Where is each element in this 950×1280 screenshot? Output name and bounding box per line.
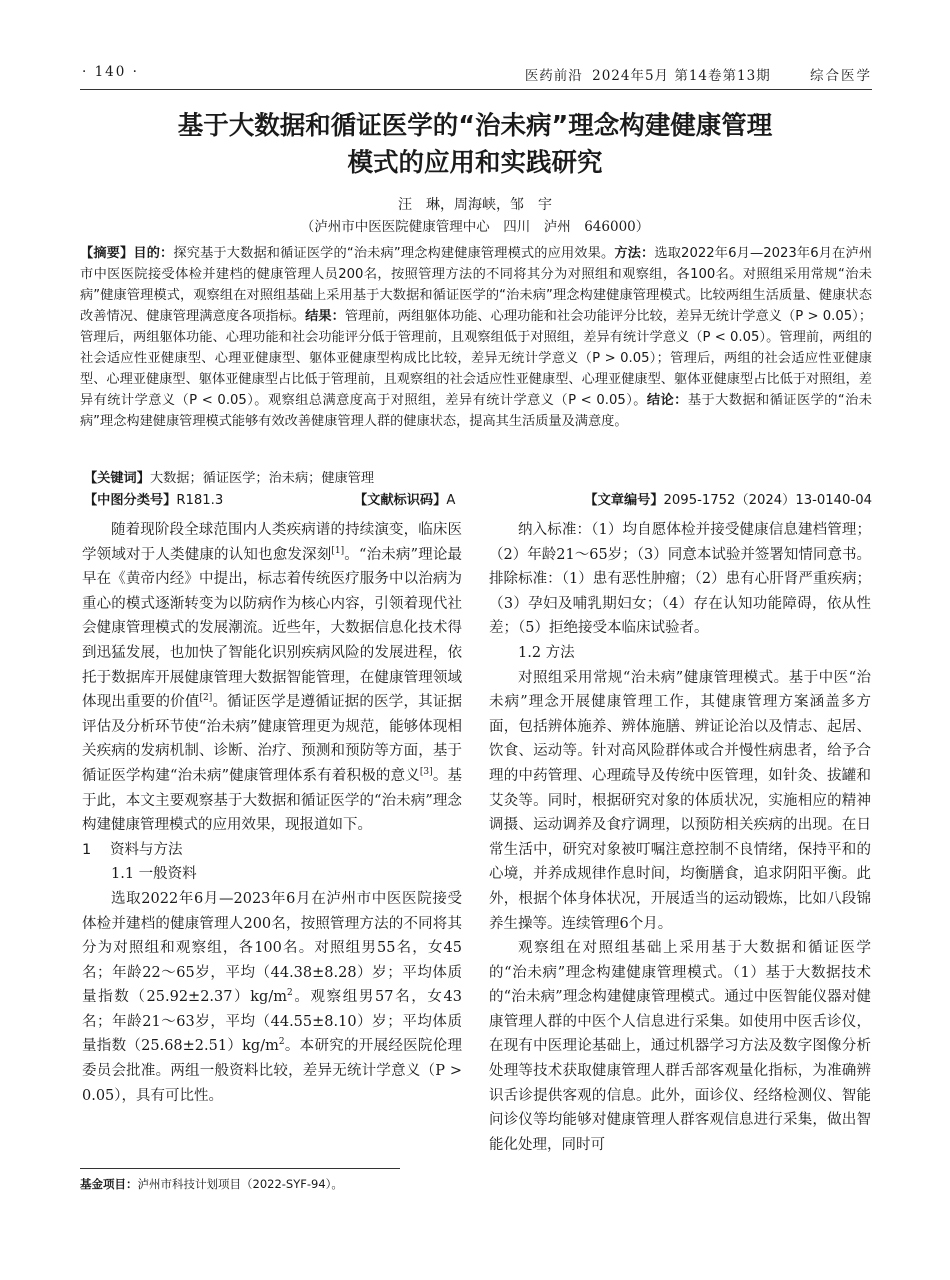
- observation-method-paragraph: 观察组在对照组基础上采用基于大数据和循证医学的“治未病”理念构建健康管理模式。（1）基于大数据技术的“治未病”理念构建健康管理模式。通过中医智能仪器对健康管理人群的中医个人信息进行采集。如使用中医舌诊仪，在现有中医理论基础上，通过机器学习方法及数字图像分析处理等技术获取健康管理人群舌部客观量化指标，为准确辨识舌诊提供客观的信息。此外，面诊仪、经络检测仪、智能问诊仪等均能够对健康管理人群客观信息进行采集，做出智能化处理，同时可: [489, 940, 871, 1153]
- conclusion-text: 基于大数据和循证医学的“治未病”理念构建健康管理模式能够有效改善健康管理人群的健康状态，提高其生活质量及满意度。: [80, 393, 872, 429]
- superscript-2a: 2: [286, 988, 293, 999]
- article-number: [584, 489, 872, 508]
- intro-text-1: 随着现阶段全球范围内人类疾病谱的持续演变，临床医学领域对于人类健康的认知也愈发深刻: [82, 522, 462, 563]
- classification-line: [84, 489, 872, 511]
- objective-label: 目的：: [133, 246, 174, 261]
- funding-text: 泸州市科技计划项目（2022-SYF-94）。: [137, 1177, 343, 1191]
- page-number: · 140 ·: [82, 64, 139, 80]
- doc-label: 【文献标识码】: [354, 493, 447, 508]
- journal-issue: 2024年5月 第14卷第13期: [592, 68, 771, 84]
- keywords: [84, 467, 872, 486]
- journal-name: 医药前沿: [524, 68, 583, 84]
- section-1-number: 1: [82, 841, 92, 858]
- document-code: [354, 489, 455, 508]
- keywords-label: 【关键词】: [84, 471, 150, 486]
- ref-3: [3]: [419, 767, 433, 778]
- section-1-title: 资料与方法: [110, 841, 183, 858]
- doc-value: A: [446, 493, 456, 508]
- general-info-paragraph: [82, 887, 462, 1108]
- general-text-a: 选取2022年6月—2023年6月在泸州市中医医院接受体检并建档的健康管理人200名，按照管理方法的不同将其分为对照组和观察组，各100名。对照组男55名，女45名；年龄22～65岁，平均（44.38±8.28）岁；平均体质量指数（25.92±2.37）kg/m: [82, 890, 462, 1006]
- abstract: [80, 243, 872, 432]
- body-column-right: [489, 518, 871, 1157]
- article-title: [80, 108, 870, 182]
- methods-label: 方法：: [614, 246, 655, 261]
- title-line-2: 模式的应用和实践研究: [347, 148, 603, 178]
- body-column-left: [82, 518, 462, 1108]
- journal-info: [521, 64, 872, 84]
- abstract-label: 【摘要】: [80, 246, 134, 261]
- title-line-1: 基于大数据和循证医学的“治未病”理念构建健康管理: [177, 111, 773, 141]
- journal-section: 综合医学: [810, 68, 872, 84]
- author-list: 汪 琳，周海峡，邹 宇: [398, 197, 552, 213]
- results-text: 管理前，两组躯体功能、心理功能和社会功能评分比较，差异无统计学意义（P > 0.05）；管理后，两组躯体功能、心理功能和社会功能评分低于管理前，且观察组低于对照组，差异有统计学意义（P < 0.05）。管理前，两组的社会适应性亚健康型、心理亚健康型、躯体亚健康型构成比比较，差异无统计学意义（P > 0.05）；管理后，两组的社会适应性亚健康型、心理亚健康型、躯体亚健康型占比低于管理前，且观察组的社会适应性亚健康型、心理亚健康型、躯体亚健康型占比低于对照组，差异有统计学意义（P < 0.05）。观察组总满意度高于对照组，差异有统计学意义（P < 0.05）。: [80, 309, 873, 408]
- section-1-2-heading: 1.2 方法: [518, 644, 575, 661]
- intro-text-3: 。循证医学是遵循证据的医学，其证据评估及分析环节使“治未病”健康管理更为规范，能够体现相关疾病的发病机制、诊断、治疗、预测和预防等方面，基于循证医学构建“治未病”健康管理体系有着积极的意义: [82, 694, 463, 784]
- general-text-c: 。本研究的开展经医院伦理委员会批准。两组一般资料比较，差异无统计学意义（P > 0.05），具有可比性。: [82, 1038, 462, 1104]
- conclusion-label: 结论：: [646, 393, 688, 408]
- control-method-paragraph: 对照组采用常规“治未病”健康管理模式。基于中医“治未病”理念开展健康管理工作，其健康管理方案涵盖多方面，包括辨体施养、辨体施膳、辨证论治以及情志、起居、饮食、运动等。针对高风险群体或合并慢性病患者，给予合理的中药管理、心理疏导及传统中医管理，如针灸、拔罐和艾灸等。同时，根据研究对象的体质状况，实施相应的精神调摄、运动调养及食疗调理，以预防相关疾病的出现。在日常生活中，研究对象被叮嘱注意控制不良情绪，保持平和的心境，并养成规律作息时间，均衡膳食，追求阴阳平衡。此外，根据个体身体状况，开展适当的运动锻炼，比如八段锦养生操等。连续管理6个月。: [489, 669, 871, 932]
- intro-paragraph: [82, 518, 462, 838]
- header-rule: [80, 89, 872, 90]
- superscript-2b: 2: [278, 1037, 285, 1048]
- general-text-b: 。观察组男57名，女43名；年龄21～63岁，平均（44.55±8.10）岁；平均体质量指数（25.68±2.51）kg/m: [82, 989, 462, 1055]
- funding-footnote: [80, 1176, 460, 1192]
- objective-text: 探究基于大数据和循证医学的“治未病”理念构建健康管理模式的应用效果。: [173, 246, 615, 261]
- section-1-1-heading: 1.1 一般资料: [111, 866, 197, 883]
- clc-label: 【中图分类号】: [84, 493, 177, 508]
- funding-label: 基金项目：: [80, 1177, 138, 1191]
- article-value: 2095-1752（2024）13-0140-04: [663, 493, 872, 508]
- methods-text: 选取2022年6月—2023年6月在泸州市中医医院接受体检并建档的健康管理人员200名，按照管理方法的不同将其分为对照组和观察组，各100名。对照组采用常规“治未病”健康管理模式，观察组在对照组基础上采用基于大数据和循证医学的“治未病”理念构建健康管理模式。比较两组生活质量、健康状态改善情况、健康管理满意度各项指标。: [80, 246, 873, 324]
- affiliation: （泸州市中医医院健康管理中心 四川 泸州 646000）: [300, 219, 650, 235]
- results-label: 结果：: [305, 309, 345, 324]
- ref-1: [1]: [331, 545, 345, 556]
- intro-text-4: 。基于此，本文主要观察基于大数据和循证医学的“治未病”理念构建健康管理模式的应用效果，现报道如下。: [82, 767, 462, 834]
- keywords-text: 大数据；循证医学；治未病；健康管理: [149, 471, 375, 486]
- footnote-rule: [80, 1168, 400, 1169]
- criteria-paragraph: 纳入标准：（1）均自愿体检并接受健康信息建档管理；（2）年龄21～65岁；（3）同意本试验并签署知情同意书。排除标准：（1）患有恶性肿瘤；（2）患有心肝肾严重疾病；（3）孕妇及哺乳期妇女；（4）存在认知功能障碍，依从性差；（5）拒绝接受本临床试验者。: [489, 522, 871, 637]
- intro-text-2: 。“治未病”理论最早在《黄帝内经》中提出，标志着传统医疗服务中以治病为重心的模式逐渐转变为以防病作为核心内容，引领着现代社会健康管理模式的发展潮流。近些年，大数据信息化技术得到迅猛发展，也加快了智能化识别疾病风险的发展进程，依托于数据库开展健康管理大数据智能管理，在健康管理领域体现出重要的价值: [82, 546, 462, 711]
- clc-value: R181.3: [176, 493, 224, 508]
- clc-number: [84, 489, 223, 508]
- running-header: [82, 64, 872, 86]
- article-label: 【文章编号】: [584, 493, 664, 508]
- section-1-heading: [82, 838, 462, 863]
- ref-2: [2]: [199, 693, 213, 704]
